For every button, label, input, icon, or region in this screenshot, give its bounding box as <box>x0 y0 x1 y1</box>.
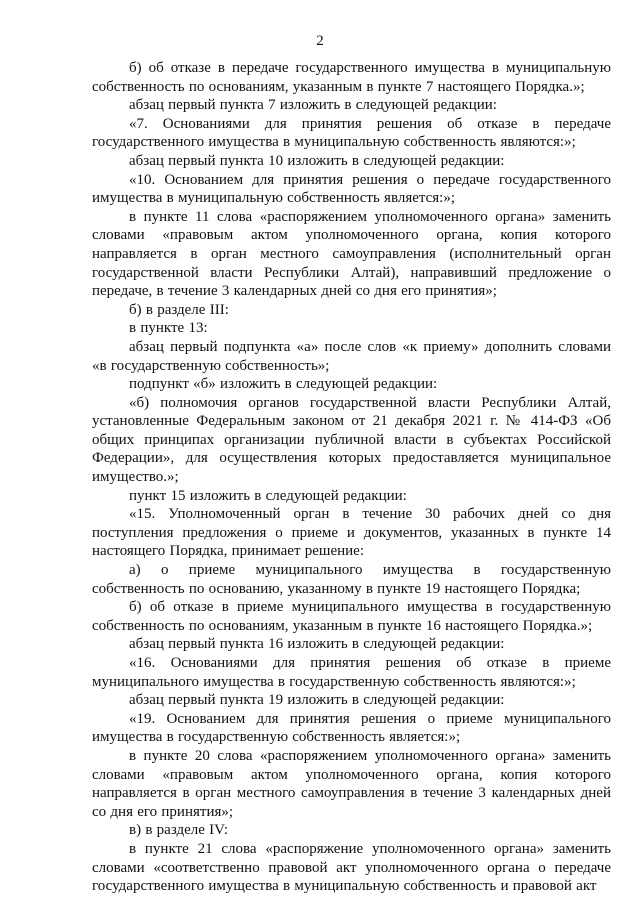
paragraph: подпункт «б» изложить в следующей редакции: <box>129 376 438 393</box>
paragraph: «16. Основаниями для принятия решения об отказе в приеме муниципального имущества в государственную собственность являются:»; <box>92 655 611 690</box>
paragraph: абзац первый пункта 7 изложить в следующей редакции: <box>129 97 497 114</box>
paragraph: «15. Уполномоченный орган в течение 30 рабочих дней со дня поступления предложения о приеме и документов, указанных в пункте 14 настоящего Порядка, принимает решение: <box>92 506 611 560</box>
paragraph: абзац первый пункта 19 изложить в следующей редакции: <box>129 692 505 709</box>
paragraph: пункт 15 изложить в следующей редакции: <box>129 487 407 504</box>
paragraph: абзац первый подпункта «а» после слов «к приему» дополнить словами «в государственную собственность»; <box>92 338 611 374</box>
paragraph: б) об отказе в приеме муниципального имущества в государственную собственность по основаниям, указанным в пункте 16 настоящего Порядка.»; <box>92 599 611 634</box>
paragraph: в пункте 21 слова «распоряжение уполномоченного органа» заменить словами «соответственно правовой акт уполномоченного органа о передаче государственного имущества в муниципальную собственность и правовой акт <box>92 840 611 895</box>
paragraph: в) в разделе IV: <box>129 822 229 839</box>
paragraph: «19. Основанием для принятия решения о приеме муниципального имущества в государственную собственность является:»; <box>92 710 611 746</box>
paragraph: в пункте 20 слова «распоряжением уполномоченного органа» заменить словами «правовым актом уполномоченного органа, копия которого направляется в орган местного самоуправления в течение 3 календарных дней со дня его принятия»; <box>92 747 611 820</box>
paragraph: в пункте 13: <box>129 320 208 337</box>
paragraph: б) в разделе III: <box>129 301 229 318</box>
paragraph: «7. Основаниями для принятия решения об отказе в передаче государственного имущества в муниципальную собственность являются:»; <box>92 115 611 151</box>
page-number: 2 <box>316 33 324 49</box>
paragraph: абзац первый пункта 10 изложить в следующей редакции: <box>129 152 505 169</box>
paragraph: «10. Основанием для принятия решения о передаче государственного имущества в муниципальную собственность является:»; <box>92 171 611 207</box>
paragraph: б) об отказе в передаче государственного имущества в муниципальную собственность по основаниям, указанным в пункте 7 настоящего Порядка.»; <box>92 60 611 95</box>
paragraph: в пункте 11 слова «распоряжением уполномоченного органа» заменить словами «правовым актом уполномоченного органа, копия которого направляется в орган местного самоуправления (исполнительный орган государственной власти Республики Алтай), направивший предложение о передаче, в течение 3 календарных дней со дня его принятия»; <box>92 208 611 300</box>
paragraph: абзац первый пункта 16 изложить в следующей редакции: <box>129 636 505 653</box>
paragraph: «б) полномочия органов государственной власти Республики Алтай, установленные Федеральным законом от 21 декабря 2021 г. № 414-ФЗ «Об общих принципах организации публичной власти в субъектах Российской Федерации», для осуществления которых предоставляется муниципальное имущество.»; <box>92 394 611 486</box>
paragraph: а) о приеме муниципального имущества в государственную собственность по основанию, указанному в пункте 19 настоящего Порядка; <box>92 562 611 597</box>
document-body <box>92 59 611 896</box>
